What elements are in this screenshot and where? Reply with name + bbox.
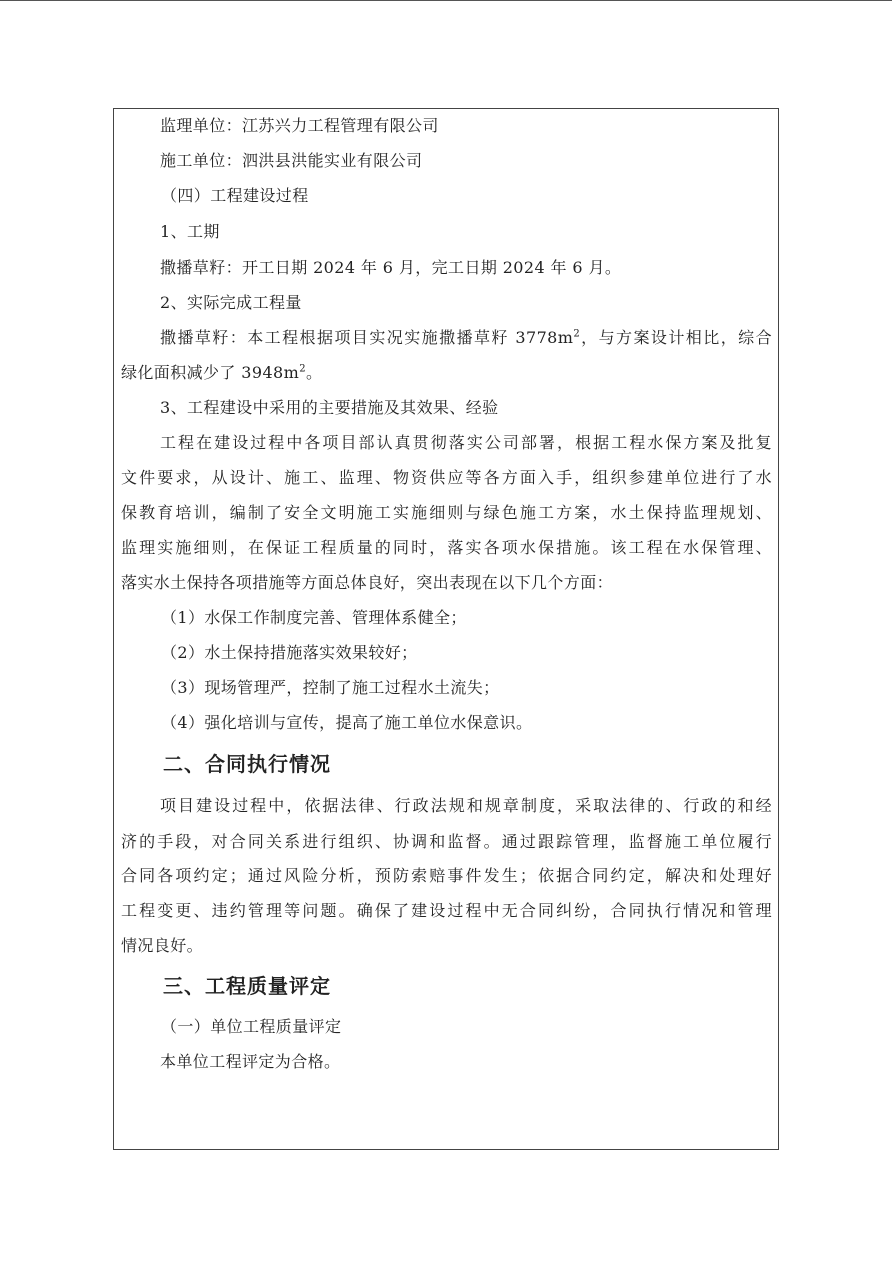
section-4-heading: （四）工程建设过程	[161, 186, 309, 205]
page-top-rule	[0, 0, 892, 1]
section-2-line: 济的手段，对合同关系进行组织、协调和监督。通过跟踪管理，监督施工单位履行	[121, 832, 772, 851]
item-2-heading: 2、实际完成工程量	[160, 293, 302, 312]
bullet-item: （3）现场管理严，控制了施工过程水土流失；	[161, 678, 500, 697]
section-2-line: 项目建设过程中，依据法律、行政法规和规章制度，采取法律的、行政的和经	[160, 796, 772, 815]
item-2-text-line1	[160, 328, 772, 348]
item-3-heading: 3、工程建设中采用的主要措施及其效果、经验	[160, 398, 499, 417]
item-2-text-line2	[121, 363, 322, 383]
section-3-text: 本单位工程评定为合格。	[160, 1052, 341, 1071]
section-2-line: 工程变更、违约管理等问题。确保了建设过程中无合同纠纷，合同执行情况和管理	[121, 901, 772, 920]
bullet-item: （2）水土保持措施落实效果较好；	[161, 643, 418, 662]
paragraph-1-line: 保教育培训，编制了安全文明施工实施细则与绿色施工方案，水土保持监理规划、	[121, 503, 772, 522]
section-3-subheading: （一）单位工程质量评定	[161, 1017, 342, 1036]
item-2-text-b: ，与方案设计相比，综合	[580, 328, 772, 347]
supervisor-line: 监理单位：江苏兴力工程管理有限公司	[160, 116, 439, 135]
item-1-text: 撒播草籽：开工日期 2024 年 6 月，完工日期 2024 年 6 月。	[160, 258, 622, 277]
section-3-title: 三、工程质量评定	[163, 974, 331, 998]
section-2-line: 情况良好。	[121, 936, 204, 955]
section-2-title: 二、合同执行情况	[163, 752, 331, 776]
superscript-2: 2	[299, 363, 306, 375]
paragraph-1-line: 工程在建设过程中各项目部认真贯彻落实公司部署，根据工程水保方案及批复	[160, 433, 772, 452]
item-2-text-a: 撒播草籽：本工程根据项目实况实施撒播草籽 3778m	[160, 328, 574, 347]
bullet-item: （1）水保工作制度完善、管理体系健全；	[161, 608, 467, 627]
item-2-text-d: 。	[305, 363, 323, 382]
paragraph-1-line: 文件要求，从设计、施工、监理、物资供应等各方面入手，组织参建单位进行了水	[121, 468, 772, 487]
contractor-line: 施工单位：泗洪县洪能实业有限公司	[160, 151, 423, 170]
paragraph-1-line: 监理实施细则，在保证工程质量的同时，落实各项水保措施。该工程在水保管理、	[121, 538, 772, 557]
paragraph-1-line: 落实水土保持各项措施等方面总体良好，突出表现在以下几个方面：	[121, 573, 614, 592]
bullet-item: （4）强化培训与宣传，提高了施工单位水保意识。	[161, 713, 533, 732]
item-2-text-c: 绿化面积减少了 3948m	[121, 363, 300, 382]
section-2-line: 合同各项约定；通过风险分析，预防索赔事件发生；依据合同约定，解决和处理好	[121, 866, 772, 885]
item-1-heading: 1、工期	[160, 222, 220, 241]
superscript-2: 2	[573, 328, 581, 340]
